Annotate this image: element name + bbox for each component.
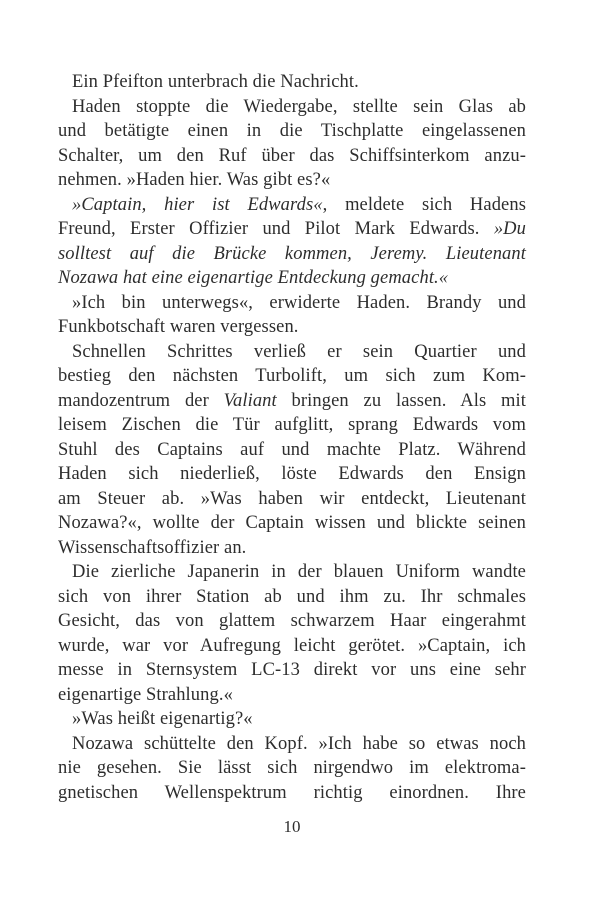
text-segment: Wissenschaftsoffizier an. xyxy=(58,537,247,558)
italic-text-segment: Valiant xyxy=(223,390,277,411)
text-segment: mandozentrum der xyxy=(58,390,224,411)
text-segment: nie gesehen. Sie lässt sich nirgendwo im elektroma- xyxy=(58,758,526,778)
text-line xyxy=(58,119,526,144)
text-line xyxy=(58,438,526,463)
text-segment: bringen zu lassen. Als mit xyxy=(276,390,526,411)
text-line xyxy=(58,168,526,193)
text-line xyxy=(58,95,526,120)
text-segment: Ein Pfeifton unterbrach die Nachricht. xyxy=(72,72,359,92)
text-line xyxy=(58,511,526,536)
text-segment: Schnellen Schrittes verließ er sein Quartier und xyxy=(72,341,526,362)
text-segment: bestieg den nächsten Turbolift, um sich zum Kom- xyxy=(58,366,526,386)
text-line xyxy=(58,732,526,757)
text-line xyxy=(58,756,526,781)
text-segment: am Steuer ab. »Was haben wir entdeckt, Lieutenant xyxy=(58,488,526,509)
text-line xyxy=(58,487,526,512)
text-segment: »Was heißt eigenartig?« xyxy=(72,709,253,729)
text-line xyxy=(58,536,526,561)
text-segment: Haden sich niederließ, löste Edwards den Ensign xyxy=(58,464,526,484)
text-line xyxy=(58,217,526,242)
italic-text-segment: solltest auf die Brücke kommen, Jeremy. Lieutenant xyxy=(58,243,526,264)
text-segment: Haden stoppte die Wiedergabe, stellte sein Glas ab xyxy=(72,96,526,117)
page-number: 10 xyxy=(283,817,301,836)
text-line xyxy=(58,242,526,267)
text-line xyxy=(58,315,526,340)
text-line xyxy=(58,70,526,95)
text-segment: , meldete sich Hadens xyxy=(322,194,527,215)
text-line xyxy=(58,413,526,438)
text-segment: wurde, war vor Aufregung leicht gerötet. »Captain, ich xyxy=(58,635,526,656)
text-line xyxy=(58,266,526,291)
text-line xyxy=(58,781,526,806)
text-line xyxy=(58,585,526,610)
text-line xyxy=(58,340,526,365)
text-line xyxy=(58,560,526,585)
text-segment: nehmen. »Haden hier. Was gibt es?« xyxy=(58,170,331,190)
text-segment: Nozawa schüttelte den Kopf. »Ich habe so etwas noch xyxy=(72,733,526,754)
text-segment: gnetischen Wellenspektrum richtig einordnen. Ihre xyxy=(58,782,526,803)
text-segment: Stuhl des Captains auf und machte Platz. Während xyxy=(58,439,526,460)
text-line xyxy=(58,364,526,389)
text-segment: und betätigte einen in die Tischplatte eingelassenen xyxy=(58,121,526,141)
text-segment: eigenartige Strahlung.« xyxy=(58,684,233,705)
text-segment: Freund, Erster Offizier und Pilot Mark Edwards. xyxy=(58,219,494,239)
text-line xyxy=(58,389,526,414)
text-segment: messe in Sternsystem LC-13 direkt vor uns eine sehr xyxy=(58,660,526,680)
text-segment: Schalter, um den Ruf über das Schiffsinterkom anzu- xyxy=(58,145,526,166)
text-segment: Nozawa?«, wollte der Captain wissen und blickte seinen xyxy=(58,513,526,533)
text-line xyxy=(58,609,526,634)
text-line xyxy=(58,707,526,732)
text-segment: »Ich bin unterwegs«, erwiderte Haden. Brandy und xyxy=(72,292,526,313)
text-line xyxy=(58,634,526,659)
text-segment: Funkbotschaft waren vergessen. xyxy=(58,317,299,337)
text-line xyxy=(58,144,526,169)
page-text xyxy=(58,70,526,805)
italic-text-segment: Nozawa hat eine eigenartige Entdeckung gemacht.« xyxy=(58,268,449,288)
text-line xyxy=(58,683,526,708)
text-segment: Die zierliche Japanerin in der blauen Uniform wandte xyxy=(72,562,526,582)
text-segment: Gesicht, das von glattem schwarzem Haar eingerahmt xyxy=(58,611,526,631)
text-segment: sich von ihrer Station ab und ihm zu. Ihr schmales xyxy=(58,586,526,607)
text-line xyxy=(58,193,526,218)
text-segment: leisem Zischen die Tür aufglitt, sprang Edwards vom xyxy=(58,415,526,435)
text-line xyxy=(58,291,526,316)
text-line xyxy=(58,658,526,683)
text-line xyxy=(58,462,526,487)
italic-text-segment: »Du xyxy=(493,219,526,239)
italic-text-segment: »Captain, hier ist Edwards« xyxy=(72,194,323,215)
